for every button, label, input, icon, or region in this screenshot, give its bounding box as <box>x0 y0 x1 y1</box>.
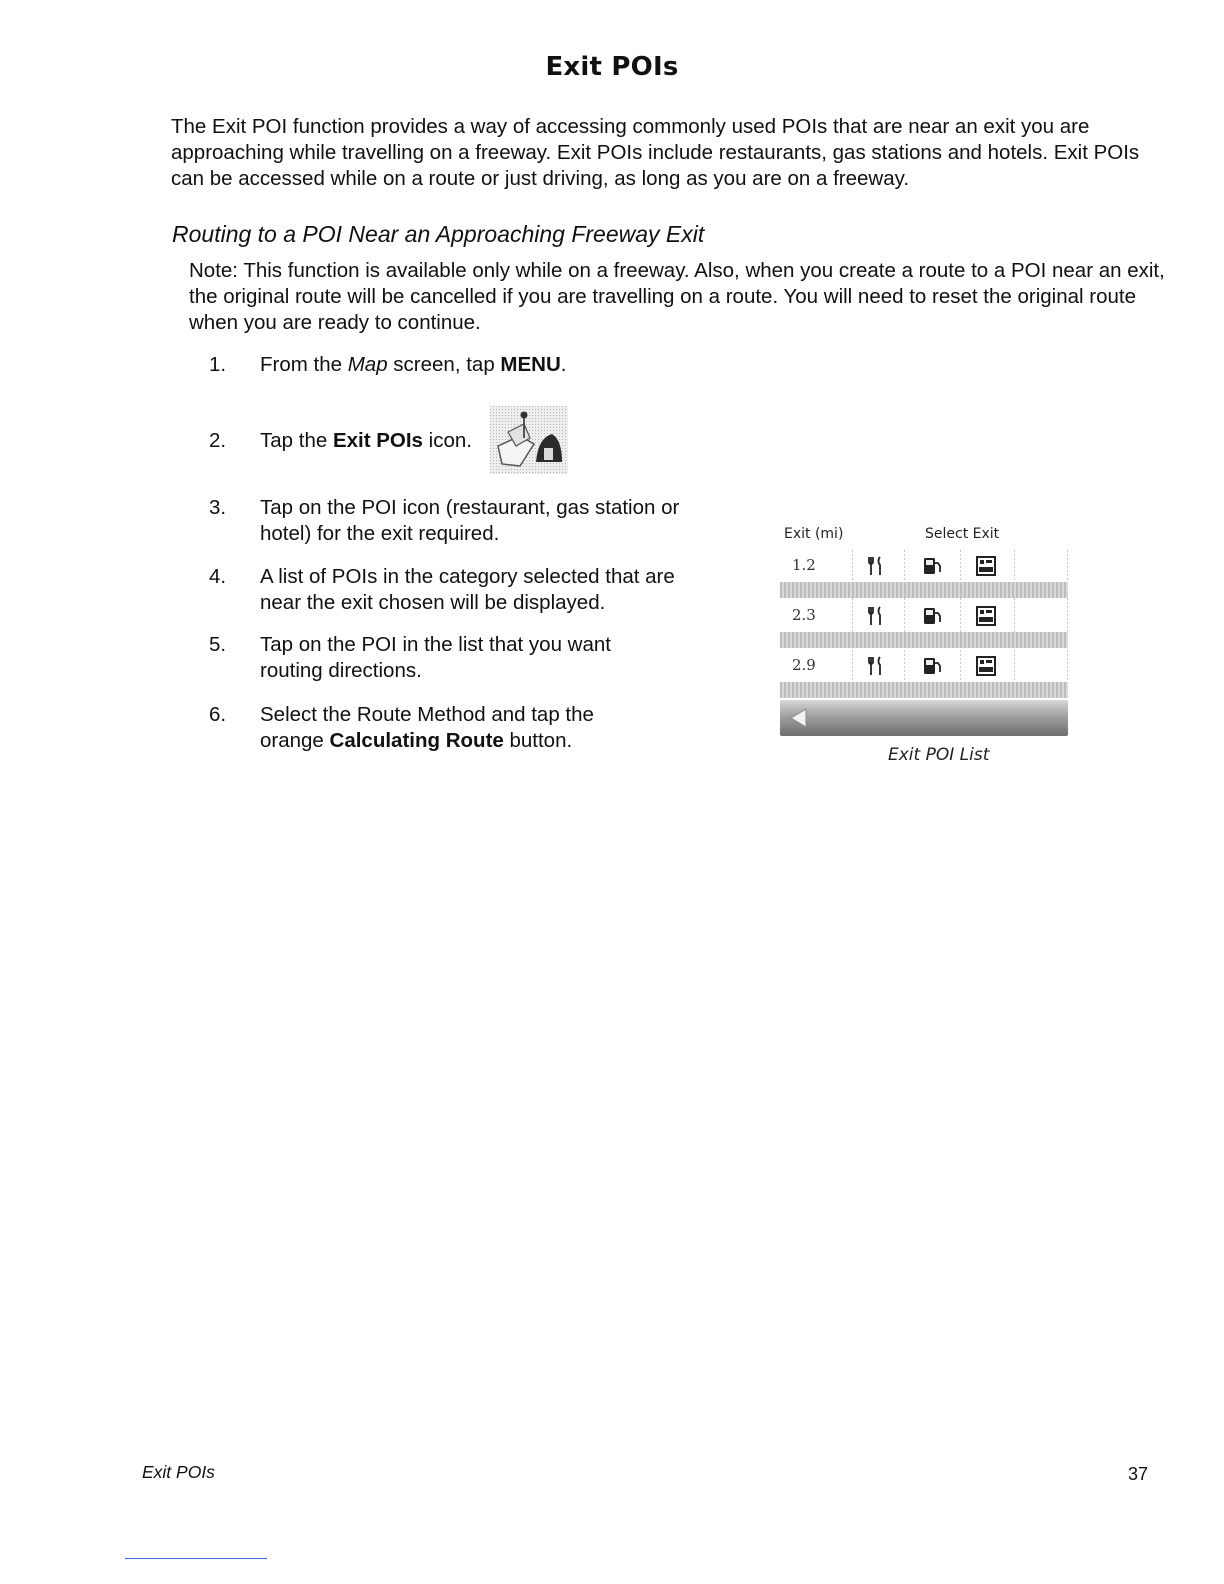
exit-column-header: Exit (mi) <box>784 526 844 542</box>
figure-caption: Exit POI List <box>888 745 990 765</box>
step-number: 6. <box>209 703 227 726</box>
note-paragraph: Note: This function is available only while on a freeway. Also, when you create a route to a POI near an exit, the original route will be cancelled if you are travelling on a route. You will need to reset the original route when you are ready to continue. <box>189 259 1165 334</box>
page-number: 37 <box>1128 1464 1149 1484</box>
gas-station-icon[interactable] <box>920 654 944 678</box>
step-number: 4. <box>209 565 227 588</box>
step-text: Select the Route Method and tap the orange Calculating Route button. <box>260 703 594 752</box>
footer-section-title: Exit POIs <box>142 1462 215 1482</box>
restaurant-icon[interactable] <box>864 604 888 628</box>
step-number: 3. <box>209 496 227 519</box>
footer-rule <box>125 1558 267 1559</box>
exit-row[interactable] <box>778 648 1070 684</box>
step-text: Tap on the POI in the list that you want routing directions. <box>260 633 611 682</box>
row-separator <box>780 682 1068 698</box>
hotel-icon[interactable] <box>974 554 998 578</box>
page-title: Exit POIs <box>545 52 679 82</box>
hotel-icon[interactable] <box>974 654 998 678</box>
step-number: 1. <box>209 353 227 376</box>
hotel-icon[interactable] <box>974 604 998 628</box>
intro-paragraph: The Exit POI function provides a way of accessing commonly used POIs that are near an exit you are approaching while travelling on a freeway. Exit POIs include restaurants, gas stations and hotels. Exit POIs can be accessed while on a route or just driving, as long as you are on a freeway. <box>171 115 1140 190</box>
step-number: 5. <box>209 633 227 656</box>
exit-distance: 1.2 <box>792 556 816 574</box>
back-arrow-icon <box>788 707 808 734</box>
step-text: From the Map screen, tap MENU. <box>260 353 567 376</box>
row-separator <box>780 632 1068 648</box>
step-text: A list of POIs in the category selected that are near the exit chosen will be displayed. <box>260 565 675 614</box>
gas-station-icon[interactable] <box>920 554 944 578</box>
exit-distance: 2.3 <box>792 606 816 624</box>
restaurant-icon[interactable] <box>864 654 888 678</box>
step-number: 2. <box>209 429 227 452</box>
step-text: Tap on the POI icon (restaurant, gas station or hotel) for the exit required. <box>260 496 680 545</box>
select-exit-header: Select Exit <box>925 526 1000 542</box>
exit-row[interactable] <box>778 598 1070 634</box>
back-button[interactable] <box>780 700 1068 736</box>
exit-row[interactable] <box>778 548 1070 584</box>
figure-header <box>778 526 1070 546</box>
exit-poi-list-figure <box>778 524 1070 740</box>
exit-distance: 2.9 <box>792 656 816 674</box>
step-text: Tap the Exit POIs icon. <box>260 429 472 452</box>
gas-station-icon[interactable] <box>920 604 944 628</box>
exit-pois-icon <box>490 406 568 474</box>
restaurant-icon[interactable] <box>864 554 888 578</box>
row-separator <box>780 582 1068 598</box>
section-subheading: Routing to a POI Near an Approaching Freeway Exit <box>172 221 705 247</box>
